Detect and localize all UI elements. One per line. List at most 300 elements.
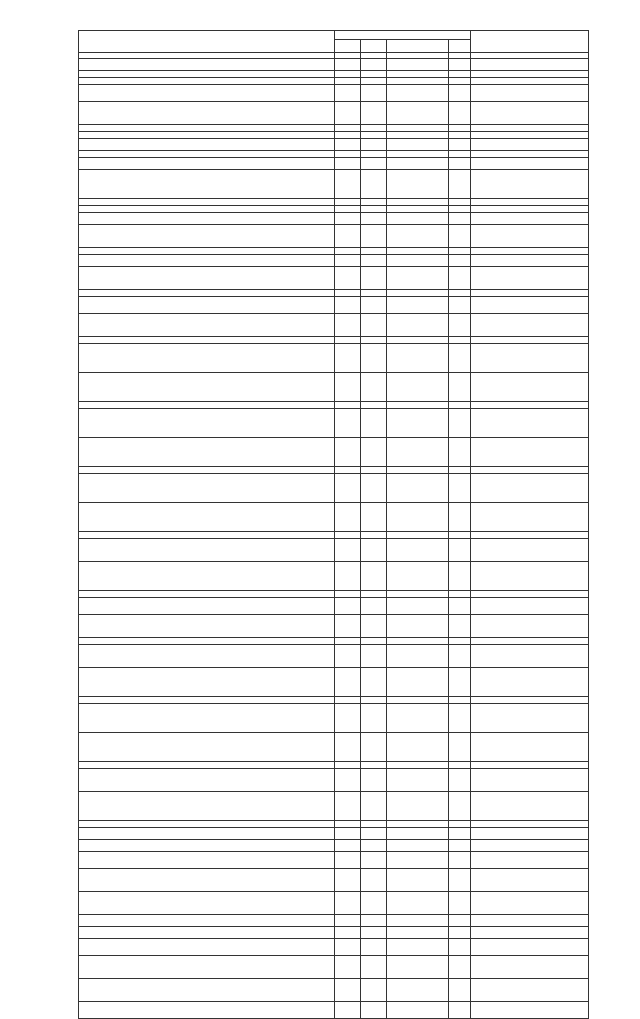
table-row [79, 474, 589, 503]
row-grbs [335, 71, 361, 78]
row-amount [471, 821, 589, 828]
row-target-article [387, 638, 449, 645]
row-amount [471, 591, 589, 598]
table-row [79, 225, 589, 248]
row-target-article [387, 170, 449, 199]
row-section [361, 503, 387, 532]
row-amount [471, 225, 589, 248]
table-row [79, 337, 589, 344]
row-grbs [335, 733, 361, 762]
table-row [79, 373, 589, 402]
row-expense-type [449, 503, 471, 532]
row-target-article [387, 255, 449, 267]
table-row [79, 290, 589, 297]
row-section [361, 314, 387, 337]
table-row [79, 125, 589, 132]
row-name [79, 1002, 335, 1019]
row-target-article [387, 503, 449, 532]
row-section [361, 402, 387, 409]
row-name [79, 71, 335, 78]
row-section [361, 704, 387, 733]
row-amount [471, 78, 589, 85]
row-amount [471, 206, 589, 213]
table-row [79, 102, 589, 125]
row-expense-type [449, 852, 471, 869]
row-grbs [335, 762, 361, 769]
row-target-article [387, 267, 449, 290]
row-target-article [387, 645, 449, 668]
row-target-article [387, 704, 449, 733]
row-expense-type [449, 769, 471, 792]
table-row [79, 704, 589, 733]
row-expense-type [449, 402, 471, 409]
row-amount [471, 158, 589, 170]
row-grbs [335, 255, 361, 267]
row-target-article [387, 956, 449, 979]
row-section [361, 225, 387, 248]
row-name [79, 539, 335, 562]
row-expense-type [449, 314, 471, 337]
row-name [79, 474, 335, 503]
row-target-article [387, 591, 449, 598]
table-row [79, 532, 589, 539]
row-target-article [387, 927, 449, 939]
row-section [361, 645, 387, 668]
row-grbs [335, 503, 361, 532]
row-expense-type [449, 225, 471, 248]
row-name [79, 213, 335, 225]
row-target-article [387, 402, 449, 409]
row-grbs [335, 591, 361, 598]
row-target-article [387, 297, 449, 314]
row-grbs [335, 151, 361, 158]
row-section [361, 1002, 387, 1019]
row-name [79, 297, 335, 314]
row-target-article [387, 225, 449, 248]
row-grbs [335, 792, 361, 821]
row-target-article [387, 532, 449, 539]
row-amount [471, 337, 589, 344]
row-amount [471, 697, 589, 704]
table-row [79, 314, 589, 337]
row-grbs [335, 59, 361, 71]
row-expense-type [449, 248, 471, 255]
row-expense-type [449, 474, 471, 503]
row-target-article [387, 85, 449, 102]
table-row [79, 539, 589, 562]
row-name [79, 979, 335, 1002]
row-name [79, 638, 335, 645]
table-row [79, 71, 589, 78]
row-expense-type [449, 344, 471, 373]
row-expense-type [449, 927, 471, 939]
row-target-article [387, 71, 449, 78]
row-expense-type [449, 956, 471, 979]
row-section [361, 290, 387, 297]
row-grbs [335, 927, 361, 939]
row-section [361, 151, 387, 158]
row-amount [471, 297, 589, 314]
row-amount [471, 645, 589, 668]
row-expense-type [449, 792, 471, 821]
row-grbs [335, 474, 361, 503]
row-section [361, 248, 387, 255]
row-grbs [335, 539, 361, 562]
col-header-section [361, 40, 387, 53]
row-amount [471, 139, 589, 151]
table-row [79, 733, 589, 762]
row-section [361, 409, 387, 438]
row-expense-type [449, 733, 471, 762]
row-amount [471, 255, 589, 267]
row-grbs [335, 290, 361, 297]
row-expense-type [449, 539, 471, 562]
table-row [79, 402, 589, 409]
row-name [79, 892, 335, 915]
row-name [79, 840, 335, 852]
table-row [79, 78, 589, 85]
row-target-article [387, 409, 449, 438]
row-expense-type [449, 821, 471, 828]
row-grbs [335, 170, 361, 199]
col-header-expense-type [449, 40, 471, 53]
row-name [79, 467, 335, 474]
row-target-article [387, 139, 449, 151]
budget-table [78, 30, 589, 1019]
row-amount [471, 1002, 589, 1019]
row-name [79, 151, 335, 158]
col-header-annual-volume [471, 31, 589, 53]
row-target-article [387, 78, 449, 85]
row-grbs [335, 125, 361, 132]
table-row [79, 927, 589, 939]
row-section [361, 979, 387, 1002]
row-name [79, 591, 335, 598]
row-expense-type [449, 869, 471, 892]
row-grbs [335, 132, 361, 139]
table-row [79, 1002, 589, 1019]
row-expense-type [449, 668, 471, 697]
row-amount [471, 125, 589, 132]
row-section [361, 733, 387, 762]
row-grbs [335, 638, 361, 645]
row-grbs [335, 821, 361, 828]
row-expense-type [449, 297, 471, 314]
row-section [361, 769, 387, 792]
table-row [79, 151, 589, 158]
row-amount [471, 290, 589, 297]
row-section [361, 255, 387, 267]
row-grbs [335, 409, 361, 438]
row-name [79, 158, 335, 170]
row-grbs [335, 337, 361, 344]
row-target-article [387, 821, 449, 828]
row-name [79, 267, 335, 290]
row-expense-type [449, 170, 471, 199]
row-amount [471, 474, 589, 503]
row-expense-type [449, 532, 471, 539]
table-row [79, 762, 589, 769]
row-grbs [335, 769, 361, 792]
row-target-article [387, 769, 449, 792]
table-row [79, 821, 589, 828]
row-expense-type [449, 638, 471, 645]
row-expense-type [449, 85, 471, 102]
row-expense-type [449, 213, 471, 225]
row-expense-type [449, 409, 471, 438]
row-section [361, 927, 387, 939]
row-name [79, 248, 335, 255]
table-row [79, 645, 589, 668]
row-section [361, 591, 387, 598]
col-header-codes [335, 31, 471, 40]
row-grbs [335, 562, 361, 591]
row-target-article [387, 869, 449, 892]
row-expense-type [449, 102, 471, 125]
row-target-article [387, 248, 449, 255]
row-name [79, 373, 335, 402]
row-amount [471, 409, 589, 438]
row-grbs [335, 852, 361, 869]
row-target-article [387, 314, 449, 337]
row-amount [471, 892, 589, 915]
row-name [79, 225, 335, 248]
row-section [361, 467, 387, 474]
row-target-article [387, 1002, 449, 1019]
row-expense-type [449, 132, 471, 139]
table-row [79, 206, 589, 213]
row-target-article [387, 132, 449, 139]
row-section [361, 267, 387, 290]
row-section [361, 206, 387, 213]
row-grbs [335, 158, 361, 170]
row-section [361, 199, 387, 206]
row-expense-type [449, 562, 471, 591]
row-target-article [387, 697, 449, 704]
row-grbs [335, 438, 361, 467]
row-amount [471, 840, 589, 852]
row-section [361, 956, 387, 979]
row-amount [471, 314, 589, 337]
table-row [79, 59, 589, 71]
row-target-article [387, 915, 449, 927]
row-target-article [387, 290, 449, 297]
row-grbs [335, 199, 361, 206]
row-grbs [335, 828, 361, 840]
row-target-article [387, 828, 449, 840]
row-amount [471, 402, 589, 409]
row-name [79, 402, 335, 409]
row-grbs [335, 956, 361, 979]
row-grbs [335, 467, 361, 474]
row-grbs [335, 213, 361, 225]
row-amount [471, 71, 589, 78]
row-target-article [387, 59, 449, 71]
row-grbs [335, 206, 361, 213]
row-section [361, 158, 387, 170]
row-name [79, 125, 335, 132]
row-section [361, 852, 387, 869]
table-row [79, 792, 589, 821]
row-grbs [335, 1002, 361, 1019]
row-amount [471, 927, 589, 939]
row-section [361, 638, 387, 645]
row-expense-type [449, 71, 471, 78]
row-expense-type [449, 979, 471, 1002]
row-name [79, 255, 335, 267]
row-amount [471, 373, 589, 402]
col-header-grbs [335, 40, 361, 53]
row-name [79, 733, 335, 762]
row-name [79, 598, 335, 615]
row-name [79, 769, 335, 792]
row-expense-type [449, 615, 471, 638]
row-expense-type [449, 697, 471, 704]
row-expense-type [449, 151, 471, 158]
table-row [79, 697, 589, 704]
row-expense-type [449, 267, 471, 290]
row-name [79, 668, 335, 697]
col-header-target-article [387, 40, 449, 53]
row-expense-type [449, 290, 471, 297]
row-target-article [387, 615, 449, 638]
table-row [79, 248, 589, 255]
row-amount [471, 615, 589, 638]
row-target-article [387, 199, 449, 206]
row-expense-type [449, 467, 471, 474]
row-grbs [335, 532, 361, 539]
row-amount [471, 85, 589, 102]
row-name [79, 562, 335, 591]
row-amount [471, 704, 589, 733]
row-target-article [387, 733, 449, 762]
row-expense-type [449, 199, 471, 206]
row-target-article [387, 337, 449, 344]
table-row [79, 956, 589, 979]
row-amount [471, 438, 589, 467]
row-expense-type [449, 939, 471, 956]
row-amount [471, 503, 589, 532]
row-name [79, 956, 335, 979]
row-target-article [387, 102, 449, 125]
row-section [361, 598, 387, 615]
row-target-article [387, 598, 449, 615]
row-target-article [387, 762, 449, 769]
row-target-article [387, 206, 449, 213]
row-expense-type [449, 139, 471, 151]
row-section [361, 828, 387, 840]
row-section [361, 102, 387, 125]
table-row [79, 409, 589, 438]
row-amount [471, 979, 589, 1002]
row-section [361, 71, 387, 78]
row-section [361, 59, 387, 71]
row-expense-type [449, 158, 471, 170]
table-row [79, 199, 589, 206]
row-amount [471, 539, 589, 562]
table-row [79, 503, 589, 532]
row-name [79, 344, 335, 373]
row-grbs [335, 697, 361, 704]
row-grbs [335, 78, 361, 85]
row-expense-type [449, 828, 471, 840]
row-name [79, 78, 335, 85]
row-name [79, 132, 335, 139]
row-amount [471, 733, 589, 762]
row-amount [471, 532, 589, 539]
table-row [79, 267, 589, 290]
row-section [361, 762, 387, 769]
row-expense-type [449, 591, 471, 598]
table-row [79, 915, 589, 927]
row-section [361, 869, 387, 892]
row-grbs [335, 704, 361, 733]
table-row [79, 213, 589, 225]
table-row [79, 132, 589, 139]
row-grbs [335, 892, 361, 915]
row-amount [471, 762, 589, 769]
row-section [361, 840, 387, 852]
row-grbs [335, 939, 361, 956]
row-amount [471, 467, 589, 474]
row-target-article [387, 939, 449, 956]
row-grbs [335, 344, 361, 373]
table-row [79, 892, 589, 915]
row-grbs [335, 869, 361, 892]
row-amount [471, 213, 589, 225]
row-name [79, 927, 335, 939]
row-expense-type [449, 645, 471, 668]
table-row [79, 438, 589, 467]
row-target-article [387, 373, 449, 402]
row-amount [471, 638, 589, 645]
row-section [361, 792, 387, 821]
row-amount [471, 267, 589, 290]
row-amount [471, 59, 589, 71]
row-name [79, 939, 335, 956]
row-expense-type [449, 59, 471, 71]
row-expense-type [449, 762, 471, 769]
row-section [361, 532, 387, 539]
row-amount [471, 869, 589, 892]
row-amount [471, 828, 589, 840]
row-name [79, 645, 335, 668]
row-expense-type [449, 337, 471, 344]
budget-table-sheet [78, 30, 588, 1019]
row-name [79, 852, 335, 869]
row-expense-type [449, 892, 471, 915]
table-row [79, 668, 589, 697]
row-target-article [387, 467, 449, 474]
row-expense-type [449, 206, 471, 213]
row-section [361, 915, 387, 927]
row-section [361, 78, 387, 85]
row-name [79, 170, 335, 199]
row-grbs [335, 615, 361, 638]
row-grbs [335, 139, 361, 151]
row-amount [471, 102, 589, 125]
row-amount [471, 598, 589, 615]
col-header-number [79, 31, 335, 53]
row-target-article [387, 852, 449, 869]
row-section [361, 892, 387, 915]
row-grbs [335, 402, 361, 409]
table-row [79, 598, 589, 615]
row-section [361, 139, 387, 151]
row-grbs [335, 668, 361, 697]
row-target-article [387, 792, 449, 821]
row-name [79, 869, 335, 892]
